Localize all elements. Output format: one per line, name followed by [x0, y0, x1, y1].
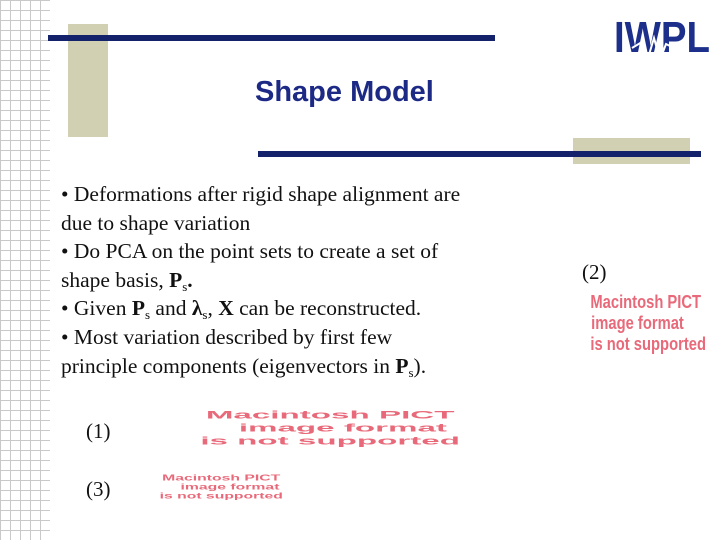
bullet-text-segment: P: [395, 353, 409, 378]
iwpl-logo: [612, 8, 712, 68]
pict-placeholder-3-line-1: Macintosh PICT: [162, 473, 281, 483]
bullet-text-segment: • Most variation described by first few: [61, 324, 393, 349]
bullet-line: [61, 209, 531, 238]
bullet-text-segment: and: [150, 296, 192, 321]
bullet-list: [61, 180, 531, 380]
pict-placeholder-3-line-2: image format: [180, 482, 280, 492]
pict-placeholder-2-line-1: Macintosh PICT: [590, 292, 702, 312]
pict-placeholder-2-line-2: image format: [591, 313, 684, 334]
bullet-text-segment: principle components (eigenvectors in: [61, 353, 396, 378]
bullet-text-segment: • Deformations after rigid shape alignment are: [61, 182, 461, 206]
bullet-line: [61, 294, 531, 323]
pict-placeholder-3-line-3: is not supported: [159, 491, 283, 501]
pict-placeholder-3: [125, 474, 325, 500]
bullet-text-segment: P: [131, 296, 145, 321]
equation-label-3: (3): [86, 477, 111, 501]
pict-placeholder-1: [130, 408, 530, 447]
subscript-text: s: [182, 278, 188, 294]
equation-label-1: (1): [86, 419, 111, 443]
bullet-text-segment: λ: [191, 296, 203, 321]
bullet-text-segment: ).: [413, 353, 427, 378]
bullet-text-segment: ,: [207, 296, 219, 321]
navy-bar-bottom: [258, 151, 701, 157]
bullet-line: [61, 352, 531, 381]
bullet-line: [61, 323, 531, 352]
pict-placeholder-1-line-1: Macintosh PICT: [205, 408, 455, 421]
subscript-text: s: [144, 307, 151, 323]
logo-text: IWPL: [614, 13, 710, 62]
bullet-text-segment: .: [187, 267, 193, 292]
bullet-text-segment: X: [218, 296, 234, 321]
bullet-line: [61, 266, 531, 295]
subscript-text: s: [202, 307, 208, 323]
pict-placeholder-1-line-3: is not supported: [200, 434, 461, 447]
pict-placeholder-1-line-2: image format: [238, 421, 447, 434]
equation-label-2: (2): [582, 260, 607, 284]
bullet-text-segment: P: [169, 267, 183, 292]
slide-title: Shape Model: [255, 76, 434, 108]
grid-pattern-strip: [0, 0, 50, 540]
bullet-text-segment: shape basis,: [61, 267, 170, 292]
bullet-text-segment: • Do PCA on the point sets to create a set of: [61, 239, 439, 264]
bullet-text-segment: can be reconstructed.: [233, 296, 422, 321]
bullet-text-segment: due to shape variation: [61, 210, 251, 235]
pict-placeholder-2: [580, 292, 706, 355]
bullet-line: [61, 237, 531, 266]
bullet-line: [61, 180, 531, 209]
subscript-text: s: [408, 364, 414, 380]
pict-placeholder-2-line-3: is not supported: [590, 334, 706, 355]
bullet-text-segment: • Given: [61, 296, 132, 321]
navy-bar-top: [48, 35, 495, 41]
